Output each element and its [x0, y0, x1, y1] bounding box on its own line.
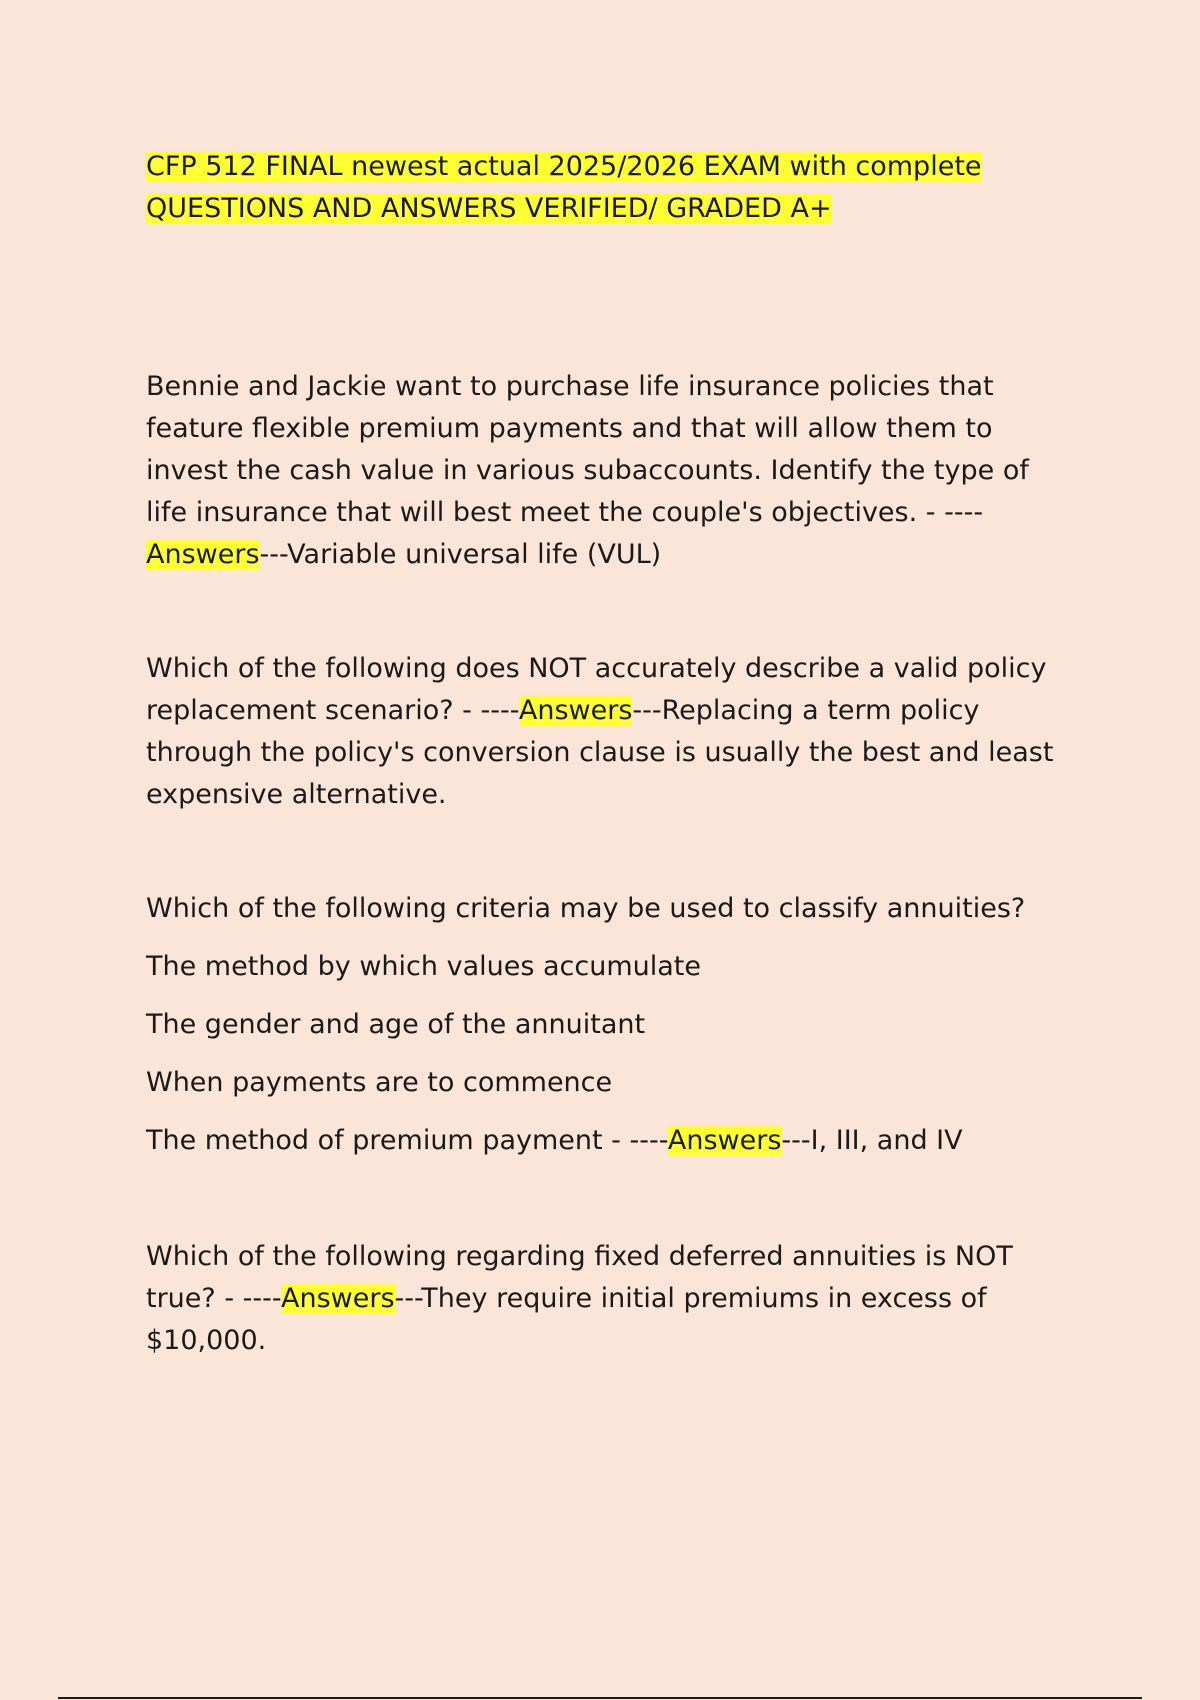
- question-2-text: Which of the following does NOT accurately describe a valid policy replacement scenario? - ----: [146, 653, 1047, 726]
- question-3-text: Which of the following criteria may be used to classify annuities?: [146, 893, 1026, 924]
- question-1-text: Bennie and Jackie want to purchase life insurance policies that feature flexible premium payments and that will allow them to invest the cash value in various subaccounts. Identify the type of life insurance that will best meet the couple's objectives. - ----: [146, 371, 1029, 528]
- question-3-last-option: [146, 1120, 1076, 1162]
- title-line-1: CFP 512 FINAL newest actual 2025/2026 EXAM with complete: [146, 151, 982, 182]
- answer-4-text: ---They require initial premiums in excess of $10,000.: [146, 1283, 987, 1356]
- question-2: [146, 648, 1076, 816]
- answer-3-text: ---I, III, and IV: [781, 1125, 963, 1156]
- answer-label: Answers: [518, 695, 633, 726]
- answer-1-text: ---Variable universal life (VUL): [259, 539, 662, 570]
- question-3: [146, 888, 1076, 930]
- question-3-option: When payments are to commence: [146, 1067, 613, 1098]
- document-page: [146, 146, 1076, 1362]
- answer-label: Answers: [667, 1125, 782, 1156]
- question-3-option: The gender and age of the annuitant: [146, 1009, 646, 1040]
- document-title: [146, 146, 1076, 230]
- footer-divider: [58, 1697, 1142, 1699]
- question-3-option: The method by which values accumulate: [146, 951, 701, 982]
- question-4-text: Which of the following regarding fixed deferred annuities is NOT true? - ----: [146, 1241, 1013, 1314]
- question-3-option-text: The method of premium payment - ----: [146, 1125, 668, 1156]
- question-4: [146, 1236, 1076, 1362]
- answer-label: Answers: [281, 1283, 395, 1314]
- question-1: [146, 366, 1076, 576]
- answer-2-text: ---Replacing a term policy through the policy's conversion clause is usually the best and least expensive alternative.: [146, 695, 1054, 810]
- answer-label: Answers: [146, 539, 260, 570]
- title-line-2: QUESTIONS AND ANSWERS VERIFIED/ GRADED A+: [146, 193, 832, 224]
